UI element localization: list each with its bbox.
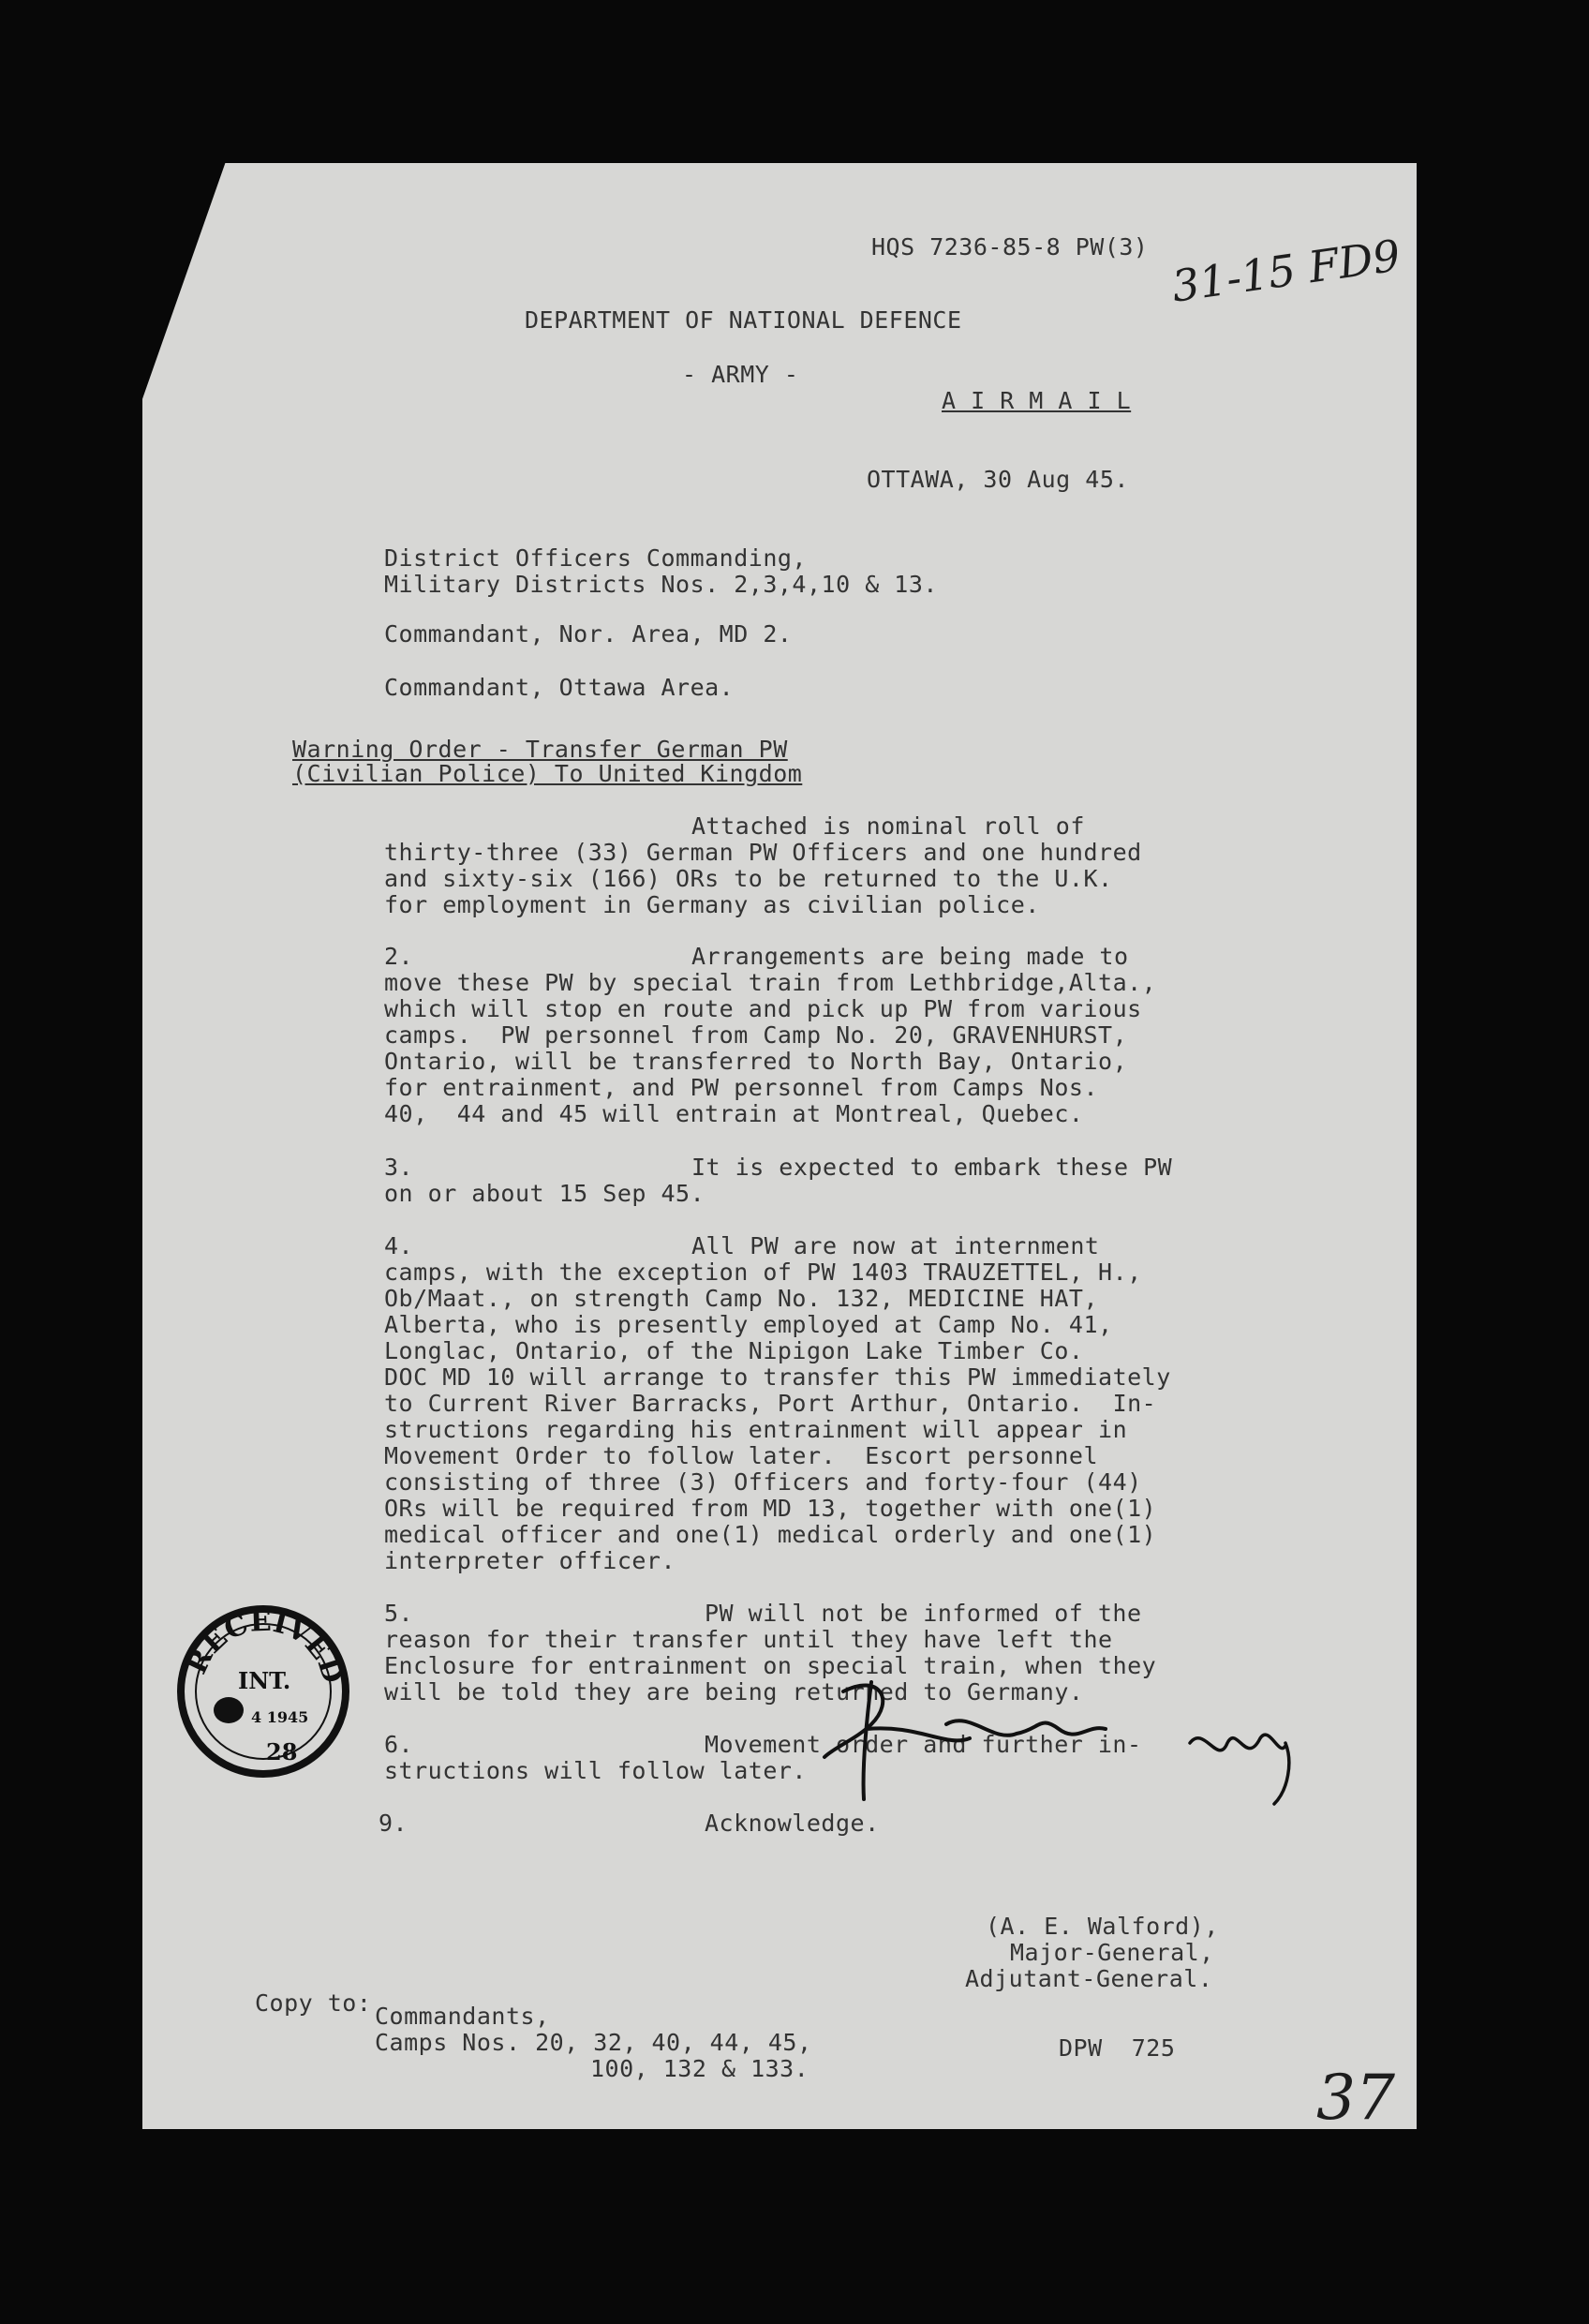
- paragraph-5-number: 5.: [384, 1600, 414, 1627]
- subject-line: (Civilian Police) To United Kingdom: [292, 760, 803, 787]
- paragraph-2-line: Arrangements are being made to: [691, 943, 1129, 970]
- paragraph-5-line: reason for their transfer until they have left the: [384, 1626, 1113, 1653]
- stamp-dept-text: INT.: [238, 1667, 291, 1694]
- paragraph-4-line: Longlac, Ontario, of the Nipigon Lake Timber Co.: [384, 1337, 1084, 1364]
- acknowledge-line: Acknowledge.: [705, 1810, 880, 1837]
- paragraph-1-line: Attached is nominal roll of: [691, 812, 1085, 840]
- signatory-rank: Major-General,: [1010, 1939, 1214, 1966]
- copy-to-line: Commandants,: [375, 2003, 550, 2030]
- airmail-label: A I R M A I L: [942, 387, 1132, 414]
- paragraph-2-line: move these PW by special train from Lethbridge,Alta.,: [384, 969, 1157, 996]
- addressee-line: Military Districts Nos. 2,3,4,10 & 13.: [384, 571, 938, 598]
- paragraph-2-line: for entrainment, and PW personnel from Camps Nos.: [384, 1074, 1099, 1101]
- paragraph-4-line: ORs will be required from MD 13, together with one(1): [384, 1495, 1157, 1522]
- place-date: OTTAWA, 30 Aug 45.: [867, 466, 1129, 493]
- paragraph-4-line: All PW are now at internment: [691, 1232, 1100, 1259]
- signatory-title: Adjutant-General.: [965, 1965, 1213, 1992]
- paragraph-2-line: which will stop en route and pick up PW from various: [384, 995, 1142, 1022]
- paragraph-4-line: consisting of three (3) Officers and forty-four (44): [384, 1468, 1142, 1496]
- stamp-code-text: 28: [266, 1738, 298, 1765]
- copy-to-line: Camps Nos. 20, 32, 40, 44, 45,: [375, 2029, 812, 2056]
- paragraph-3-line: on or about 15 Sep 45.: [384, 1180, 705, 1207]
- paragraph-2-number: 2.: [384, 943, 414, 970]
- paragraph-4-line: structions regarding his entrainment will appear in: [384, 1416, 1128, 1443]
- handwritten-signature: [806, 1635, 1330, 1823]
- paragraph-5-line: Enclosure for entrainment on special train, when they: [384, 1652, 1157, 1679]
- paragraph-4-line: DOC MD 10 will arrange to transfer this PW immediately: [384, 1363, 1171, 1391]
- copy-to-line: 100, 132 & 133.: [590, 2055, 809, 2082]
- file-reference: HQS 7236-85-8 PW(3): [871, 233, 1149, 261]
- addressee-line: District Officers Commanding,: [384, 544, 807, 572]
- paragraph-4-line: camps, with the exception of PW 1403 TRAUZETTEL, H.,: [384, 1259, 1142, 1286]
- addressee-line: Commandant, Nor. Area, MD 2.: [384, 620, 793, 648]
- paragraph-3-number: 3.: [384, 1154, 414, 1181]
- paragraph-4-line: Movement Order to follow later. Escort personnel: [384, 1442, 1099, 1469]
- paragraph-4-number: 4.: [384, 1232, 414, 1259]
- paragraph-2-line: camps. PW personnel from Camp No. 20, GRAVENHURST,: [384, 1021, 1128, 1049]
- paragraph-4-line: medical officer and one(1) medical orderly and one(1): [384, 1521, 1157, 1548]
- signatory-name: (A. E. Walford),: [986, 1913, 1219, 1940]
- paragraph-4-line: interpreter officer.: [384, 1547, 676, 1574]
- paragraph-5-line: PW will not be informed of the: [705, 1600, 1142, 1627]
- stamp-received-text: RECEIVED: [180, 1604, 349, 1688]
- handwritten-reference: 31-15 FD9: [1168, 230, 1403, 312]
- paragraph-1-line: thirty-three (33) German PW Officers and one hundred: [384, 839, 1142, 866]
- department-title: DEPARTMENT OF NATIONAL DEFENCE: [525, 306, 962, 334]
- paragraph-4-line: to Current River Barracks, Port Arthur, Ontario. In-: [384, 1390, 1157, 1417]
- branch-title: - ARMY -: [682, 361, 799, 388]
- paragraph-6-number: 6.: [384, 1731, 414, 1758]
- paragraph-1-line: for employment in Germany as civilian police.: [384, 891, 1040, 918]
- paragraph-6-line: Movement order and further in-: [705, 1731, 1142, 1758]
- paragraph-4-line: Alberta, who is presently employed at Camp No. 41,: [384, 1311, 1113, 1338]
- paragraph-3-line: It is expected to embark these PW: [691, 1154, 1173, 1181]
- paragraph-2-line: 40, 44 and 45 will entrain at Montreal, Quebec.: [384, 1100, 1084, 1127]
- paragraph-1-line: and sixty-six (166) ORs to be returned to the U.K.: [384, 865, 1113, 892]
- paragraph-5-line: will be told they are being returned to Germany.: [384, 1678, 1084, 1706]
- handwritten-page-number: 37: [1316, 2062, 1395, 2134]
- paragraph-7-number: 9.: [379, 1810, 408, 1837]
- received-stamp: [174, 1602, 352, 1780]
- paragraph-4-line: Ob/Maat., on strength Camp No. 132, MEDICINE HAT,: [384, 1285, 1099, 1312]
- paragraph-2-line: Ontario, will be transferred to North Bay, Ontario,: [384, 1048, 1128, 1075]
- copy-to-label: Copy to:: [255, 1989, 372, 2017]
- addressee-line: Commandant, Ottawa Area.: [384, 674, 735, 701]
- stamp-date-text: 4 1945: [251, 1708, 309, 1726]
- paragraph-6-line: structions will follow later.: [384, 1757, 807, 1784]
- subject-line: Warning Order - Transfer German PW: [292, 736, 788, 763]
- dpw-reference: DPW 725: [1059, 2034, 1176, 2062]
